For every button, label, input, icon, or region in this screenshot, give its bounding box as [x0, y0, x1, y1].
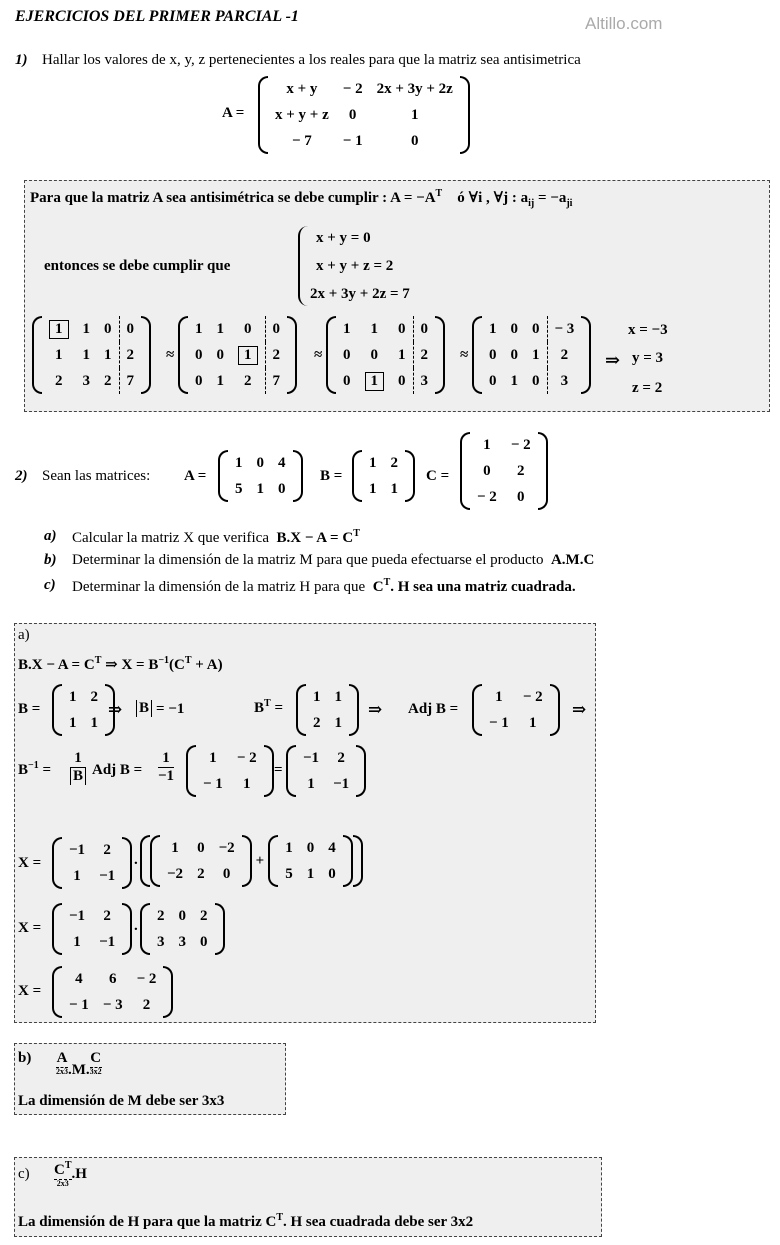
matrix-cell: 0	[483, 462, 491, 479]
solution-b-label: b)	[18, 1050, 32, 1066]
matrix-cell: 0	[532, 372, 540, 389]
bt-label: $B^T$ =	[254, 698, 283, 716]
matrix-cell: x + y	[286, 80, 318, 97]
matrix-cell: 1	[285, 839, 293, 856]
matrix-cell: 2	[413, 342, 435, 368]
matrix-cell: 4	[278, 454, 286, 471]
product-amc: A 2x3 .M.C 3x2	[56, 1050, 102, 1078]
matrix-bt	[296, 684, 359, 736]
matrix-cell: 1	[369, 454, 377, 471]
matrix-cell: 0	[197, 839, 205, 856]
antisymmetric-condition: Para que la matriz A sea antisimétrica se debe cumplir : $A = -A^T$ ó ∀i , ∀j : $a_{ij} = -a_{ji}$	[30, 188, 573, 209]
matrix-row	[296, 771, 356, 797]
matrix-cell: 0	[278, 480, 286, 497]
matrix-cell: −2	[218, 839, 235, 856]
matrix-cell: 1	[195, 320, 203, 337]
matrix-cell: 2	[119, 342, 141, 368]
matrix-binv-x2	[52, 903, 132, 955]
matrix-cell: 2	[200, 907, 208, 924]
matrix-row	[268, 102, 460, 128]
matrix-cell: 1	[82, 346, 90, 363]
matrix-cell: 6	[108, 970, 117, 987]
matrix-cell: 1	[104, 346, 112, 363]
matrix-cell: −1	[69, 841, 86, 858]
matrix-cell: 2	[390, 454, 398, 471]
matrix-cell: −1	[69, 907, 86, 924]
item-a: Calcular la matriz X que verifica $B.X - A = C^T$	[72, 528, 360, 546]
adj-label: Adj B =	[408, 701, 459, 717]
result-z: z = 2	[632, 380, 663, 396]
matrix-cell: − 2	[136, 970, 157, 987]
item-b: Determinar la dimensión de la matriz M para que pueda efectuarse el producto A.M.C	[72, 552, 595, 568]
matrix-row	[470, 484, 538, 510]
matrix-cell: 1	[73, 933, 81, 950]
matrix-cell: 3	[178, 933, 186, 950]
fraction-1-over-minus1: 1 −1	[158, 750, 175, 784]
matrix-cell: 1	[242, 775, 251, 792]
matrix-row	[306, 684, 349, 710]
matrix-cell: − 2	[342, 80, 363, 97]
matrix-row	[278, 861, 343, 887]
matrix-row	[42, 368, 141, 394]
matrix-cell: 1	[495, 688, 503, 705]
matrix-a-1	[258, 76, 470, 154]
item-b-label: b)	[44, 552, 57, 568]
matrix-cell: −1	[333, 775, 350, 792]
matrix-cell: 2	[265, 342, 287, 368]
matrix-row	[228, 476, 293, 502]
matrix-cell: 0	[265, 316, 287, 342]
augmented-matrix-3	[326, 316, 445, 394]
matrix-cell: 1	[334, 714, 342, 731]
item-c: Determinar la dimensión de la matriz H para que $C^T$. H sea una matriz cuadrada.	[72, 577, 576, 595]
matrix-sum	[140, 903, 225, 955]
result-x: x = −3	[628, 322, 668, 338]
matrix-cell: 1	[510, 372, 518, 389]
matrix-cell: 1	[528, 714, 537, 731]
matrix-row	[42, 316, 141, 342]
matrix-cell: 1	[231, 342, 265, 368]
matrix-cell: − 3	[102, 996, 123, 1013]
product-ct-h: $C^T$ 2x3 .H	[54, 1160, 87, 1188]
x-label-1: X =	[18, 855, 42, 871]
matrix-cell: 1	[343, 320, 351, 337]
matrix-cell: 1	[42, 316, 76, 342]
matrix-row	[470, 432, 538, 458]
matrix-row	[482, 684, 550, 710]
solution-box-a	[14, 623, 596, 1023]
matrix-cell: 7	[265, 368, 287, 394]
matrix-cell: 0	[200, 933, 208, 950]
matrix-cell: − 2	[510, 436, 531, 453]
matrix-cell: 2	[313, 714, 321, 731]
matrix-row	[278, 835, 343, 861]
matrix-binv-x1	[52, 837, 132, 889]
answer-c: La dimensión de H para que la matriz $C^T$. H sea cuadrada debe ser 3x2	[18, 1212, 474, 1230]
matrix-row	[470, 458, 538, 484]
matrix-row	[42, 342, 141, 368]
matrix-row	[160, 861, 242, 887]
matrix-cell: −1	[303, 749, 320, 766]
matrix-row	[62, 863, 122, 889]
matrix-row	[62, 992, 163, 1018]
matrix-cell: 0	[510, 320, 518, 337]
matrix-cell: 2	[142, 996, 151, 1013]
matrix-row	[62, 929, 122, 955]
matrix-cell: 1	[358, 368, 392, 394]
equation-1: x + y = 0	[316, 230, 371, 246]
matrix-cell: 0	[398, 372, 406, 389]
matrix-cell: − 7	[291, 132, 312, 149]
matrix-row	[196, 771, 264, 797]
solution-a-label: a)	[18, 627, 30, 643]
matrix-cell: 1	[489, 320, 497, 337]
page-title: EJERCICIOS DEL PRIMER PARCIAL -1	[15, 8, 299, 25]
matrix-cell: 3	[157, 933, 165, 950]
matrix-cell: 1	[398, 346, 406, 363]
matrix-cell: 1	[306, 865, 315, 882]
matrix-cell: 1	[369, 480, 377, 497]
x-label-2: X =	[18, 920, 42, 936]
matrix-cell: 3	[82, 372, 90, 389]
matrix-a-label-2: A =	[184, 468, 207, 484]
adj-b-text: Adj B =	[92, 762, 143, 778]
matrix-cell: 1	[90, 714, 98, 731]
matrix-cell: 3	[413, 368, 435, 394]
matrix-cell: 1	[82, 320, 90, 337]
matrix-row	[306, 710, 349, 736]
matrix-cell: 2	[197, 865, 205, 882]
matrix-cell: 1	[235, 454, 243, 471]
matrix-cell: 0	[370, 346, 378, 363]
dot-2: .	[134, 918, 138, 934]
matrix-row	[296, 745, 356, 771]
matrix-a-label: A =	[222, 105, 245, 121]
matrix-cell: − 2	[522, 688, 543, 705]
matrix-b-sol	[52, 684, 115, 736]
matrix-cell: 0	[195, 372, 203, 389]
matrix-row	[62, 903, 122, 929]
matrix-cell: 2	[90, 688, 98, 705]
matrix-cell: 2	[157, 907, 165, 924]
matrix-row	[188, 316, 287, 342]
matrix-cell: 2x + 3y + 2z	[376, 80, 453, 97]
matrix-row	[336, 368, 435, 394]
matrix-row	[336, 342, 435, 368]
matrix-cell: −1	[99, 933, 116, 950]
matrix-cell: 1	[483, 436, 491, 453]
matrix-cell: 0	[306, 839, 315, 856]
matrix-adj	[472, 684, 560, 736]
solution-c-label: c)	[18, 1166, 30, 1182]
binv-label: $B^{-1}$ =	[18, 760, 52, 778]
result-y: y = 3	[632, 350, 664, 366]
matrix-cell: − 2	[477, 488, 497, 505]
implies-det: ⇒	[108, 700, 123, 719]
matrix-cell: 0	[348, 106, 357, 123]
matrix-cell: 0	[104, 320, 112, 337]
augmented-matrix-2	[178, 316, 297, 394]
det-value: = −1	[156, 701, 185, 717]
matrix-cell: 0	[343, 346, 351, 363]
b-label: B =	[18, 701, 41, 717]
matrix-row	[482, 316, 581, 342]
matrix-cell: 2	[337, 749, 345, 766]
augmented-matrix-4	[472, 316, 591, 394]
matrix-cell: 1	[209, 749, 217, 766]
exercise-2-statement: Sean las matrices:	[42, 468, 151, 484]
matrix-cell: 2	[55, 372, 63, 389]
matrix-cell: 0	[532, 320, 540, 337]
matrix-row	[188, 368, 287, 394]
implies-arrow: ⇒	[605, 350, 621, 370]
matrix-a-sol	[268, 835, 353, 887]
fraction-1-over-det: 1 B	[70, 750, 86, 785]
matrix-cell: 0	[222, 865, 231, 882]
matrix-cell: 1	[171, 839, 179, 856]
item-a-label: a)	[44, 528, 57, 544]
matrix-cell: − 1	[342, 132, 363, 149]
matrix-cell: −1	[99, 867, 116, 884]
matrix-cell: 0	[195, 346, 203, 363]
matrix-cell: 1	[69, 714, 77, 731]
matrix-cell: 3	[547, 368, 581, 394]
equation-2: x + y + z = 2	[316, 258, 394, 274]
matrix-cell: 1	[216, 320, 224, 337]
approx-3: ≈	[460, 347, 469, 363]
system-intro: entonces se debe cumplir que	[44, 258, 231, 274]
matrix-cell: 2	[244, 372, 252, 389]
matrix-cell: 0	[216, 346, 224, 363]
matrix-x-result	[52, 966, 173, 1018]
matrix-cell: 0	[510, 346, 518, 363]
matrix-cell: −2	[167, 865, 184, 882]
exercise-1-statement: Hallar los valores de x, y, z pertenecientes a los reales para que la matriz sea antisimetrica	[42, 52, 581, 68]
item-c-label: c)	[44, 577, 56, 593]
matrix-row	[188, 342, 287, 368]
matrix-row	[62, 966, 163, 992]
matrix-row	[228, 450, 293, 476]
matrix-row	[196, 745, 264, 771]
exercise-2-number: 2)	[15, 468, 28, 484]
approx-2: ≈	[314, 347, 323, 363]
equation-x: $B.X - A = C^T$ ⇒ $X = B^{-1}(C^T + A)$	[18, 655, 223, 673]
augmented-matrix-1	[32, 316, 151, 394]
matrix-ct	[150, 835, 252, 887]
matrix-row	[62, 837, 122, 863]
matrix-cell: 1	[410, 106, 419, 123]
answer-b: La dimensión de M debe ser 3x3	[18, 1093, 225, 1109]
matrix-cell: 0	[410, 132, 419, 149]
equation-3: 2x + 3y + 2z = 7	[310, 286, 410, 302]
matrix-cell: 1	[313, 688, 321, 705]
matrix-cell: 2	[104, 372, 112, 389]
matrix-row	[482, 342, 581, 368]
matrix-row	[150, 929, 215, 955]
matrix-cell: 0	[489, 372, 497, 389]
matrix-cell: x + y + z	[275, 106, 329, 123]
matrix-cell: 4	[75, 970, 83, 987]
matrix-cell: 5	[285, 865, 293, 882]
matrix-row	[268, 76, 460, 102]
matrix-cell: 1	[334, 688, 342, 705]
matrix-cell: 1	[55, 346, 63, 363]
matrix-cell: 2	[103, 841, 111, 858]
matrix-row	[362, 450, 405, 476]
matrix-cell: 0	[178, 907, 186, 924]
matrix-cell: 0	[343, 372, 351, 389]
matrix-cell: 0	[398, 320, 406, 337]
matrix-row	[362, 476, 405, 502]
matrix-row	[150, 903, 215, 929]
matrix-cell: − 1	[489, 714, 509, 731]
x-label-3: X =	[18, 983, 42, 999]
matrix-cell: 1	[256, 480, 264, 497]
matrix-cell: 2	[547, 342, 581, 368]
matrix-row	[336, 316, 435, 342]
matrix-cell: − 3	[547, 316, 581, 342]
matrix-cell: 0	[119, 316, 141, 342]
matrix-cell: 1	[307, 775, 315, 792]
matrix-row	[482, 368, 581, 394]
matrix-cell: 1	[370, 320, 378, 337]
matrix-row	[62, 684, 105, 710]
dot-1: .	[134, 852, 138, 868]
matrix-cell: 1	[532, 346, 540, 363]
matrix-b-inverse	[286, 745, 366, 797]
matrix-a-2	[218, 450, 303, 502]
matrix-cell: 1	[216, 372, 224, 389]
equals-1: =	[274, 762, 283, 778]
matrix-row	[482, 710, 550, 736]
watermark: Altillo.com	[585, 14, 663, 33]
det-b: B	[136, 700, 152, 717]
matrix-cell: − 1	[203, 775, 223, 792]
matrix-cell: 0	[244, 320, 252, 337]
matrix-row	[160, 835, 242, 861]
matrix-cell: 4	[328, 839, 336, 856]
matrix-cell: 1	[69, 688, 77, 705]
matrix-cell: − 1	[69, 996, 89, 1013]
matrix-cell: 0	[516, 488, 525, 505]
matrix-cell: 5	[235, 480, 243, 497]
matrix-cell: 2	[103, 907, 111, 924]
plus-sign: +	[255, 852, 265, 869]
matrix-cell: 0	[413, 316, 435, 342]
matrix-cell: 0	[256, 454, 264, 471]
system-brace	[298, 226, 308, 306]
outer-paren	[140, 835, 363, 887]
matrix-c-label: C =	[426, 468, 450, 484]
approx-1: ≈	[166, 347, 175, 363]
matrix-b-label: B =	[320, 468, 343, 484]
matrix-cell: 0	[489, 346, 497, 363]
matrix-row	[62, 710, 105, 736]
matrix-c	[460, 432, 548, 510]
matrix-adj-2	[186, 745, 274, 797]
matrix-cell: 2	[516, 462, 525, 479]
matrix-cell: 1	[73, 867, 81, 884]
implies-end: ⇒	[572, 700, 587, 719]
matrix-row	[268, 128, 460, 154]
exercise-1-number: 1)	[15, 52, 28, 68]
matrix-cell: 1	[390, 480, 398, 497]
implies-adj: ⇒	[368, 700, 383, 719]
matrix-cell: − 2	[236, 749, 257, 766]
matrix-cell: 0	[328, 865, 336, 882]
matrix-b	[352, 450, 415, 502]
matrix-cell: 7	[119, 368, 141, 394]
